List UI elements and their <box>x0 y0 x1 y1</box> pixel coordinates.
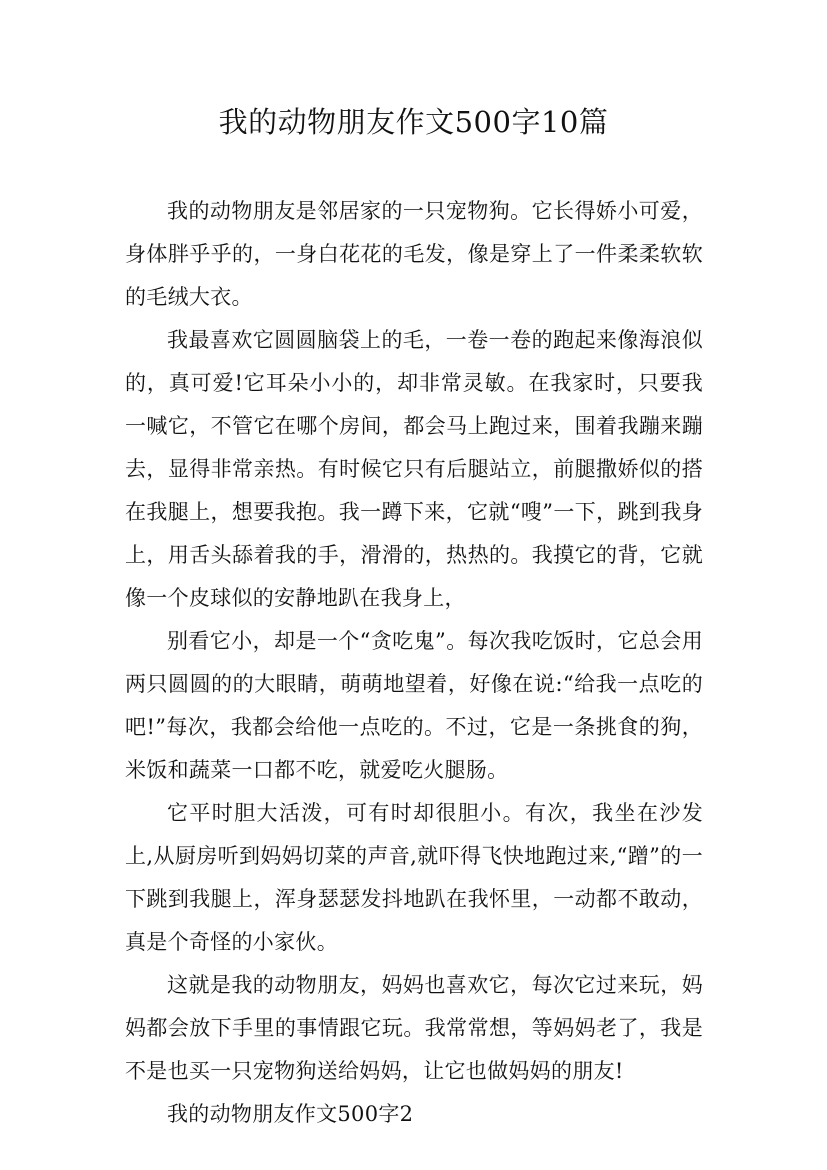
paragraph-4: 它平时胆大活泼，可有时却很胆小。有次，我坐在沙发上,从厨房听到妈妈切菜的声音,就吓得飞快地跑过来,“蹭”的一下跳到我腿上，浑身瑟瑟发抖地趴在我怀里，一动都不敢动，真是个奇怪的小家伙。 <box>125 801 703 954</box>
document-body <box>125 190 703 1136</box>
document-title: 我的动物朋友作文500字10篇 <box>218 105 609 139</box>
paragraph-3: 别看它小，却是一个“贪吃鬼”。每次我吃饭时，它总会用两只圆圆的的大眼睛，萌萌地望着，好像在说:“给我一点吃的吧!”每次，我都会给他一点吃的。不过，它是一条挑食的狗，米饭和蔬菜一口都不吃，就爱吃火腿肠。 <box>125 629 703 782</box>
paragraph-1: 我的动物朋友是邻居家的一只宠物狗。它长得娇小可爱，身体胖乎乎的，一身白花花的毛发，像是穿上了一件柔柔软软的毛绒大衣。 <box>125 199 703 309</box>
paragraph-5: 这就是我的动物朋友，妈妈也喜欢它，每次它过来玩，妈妈都会放下手里的事情跟它玩。我常常想，等妈妈老了，我是不是也买一只宠物狗送给妈妈，让它也做妈妈的朋友! <box>125 973 703 1083</box>
section-heading: 我的动物朋友作文500字2 <box>167 1102 414 1126</box>
paragraph-2: 我最喜欢它圆圆脑袋上的毛，一卷一卷的跑起来像海浪似的，真可爱!它耳朵小小的，却非常灵敏。在我家时，只要我一喊它，不管它在哪个房间，都会马上跑过来，围着我蹦来蹦去，显得非常亲热。有时候它只有后腿站立，前腿撒娇似的搭在我腿上，想要我抱。我一蹲下来，它就“嗖”一下，跳到我身上，用舌头舔着我的手，滑滑的，热热的。我摸它的背，它就像一个皮球似的安静地趴在我身上， <box>125 328 703 610</box>
